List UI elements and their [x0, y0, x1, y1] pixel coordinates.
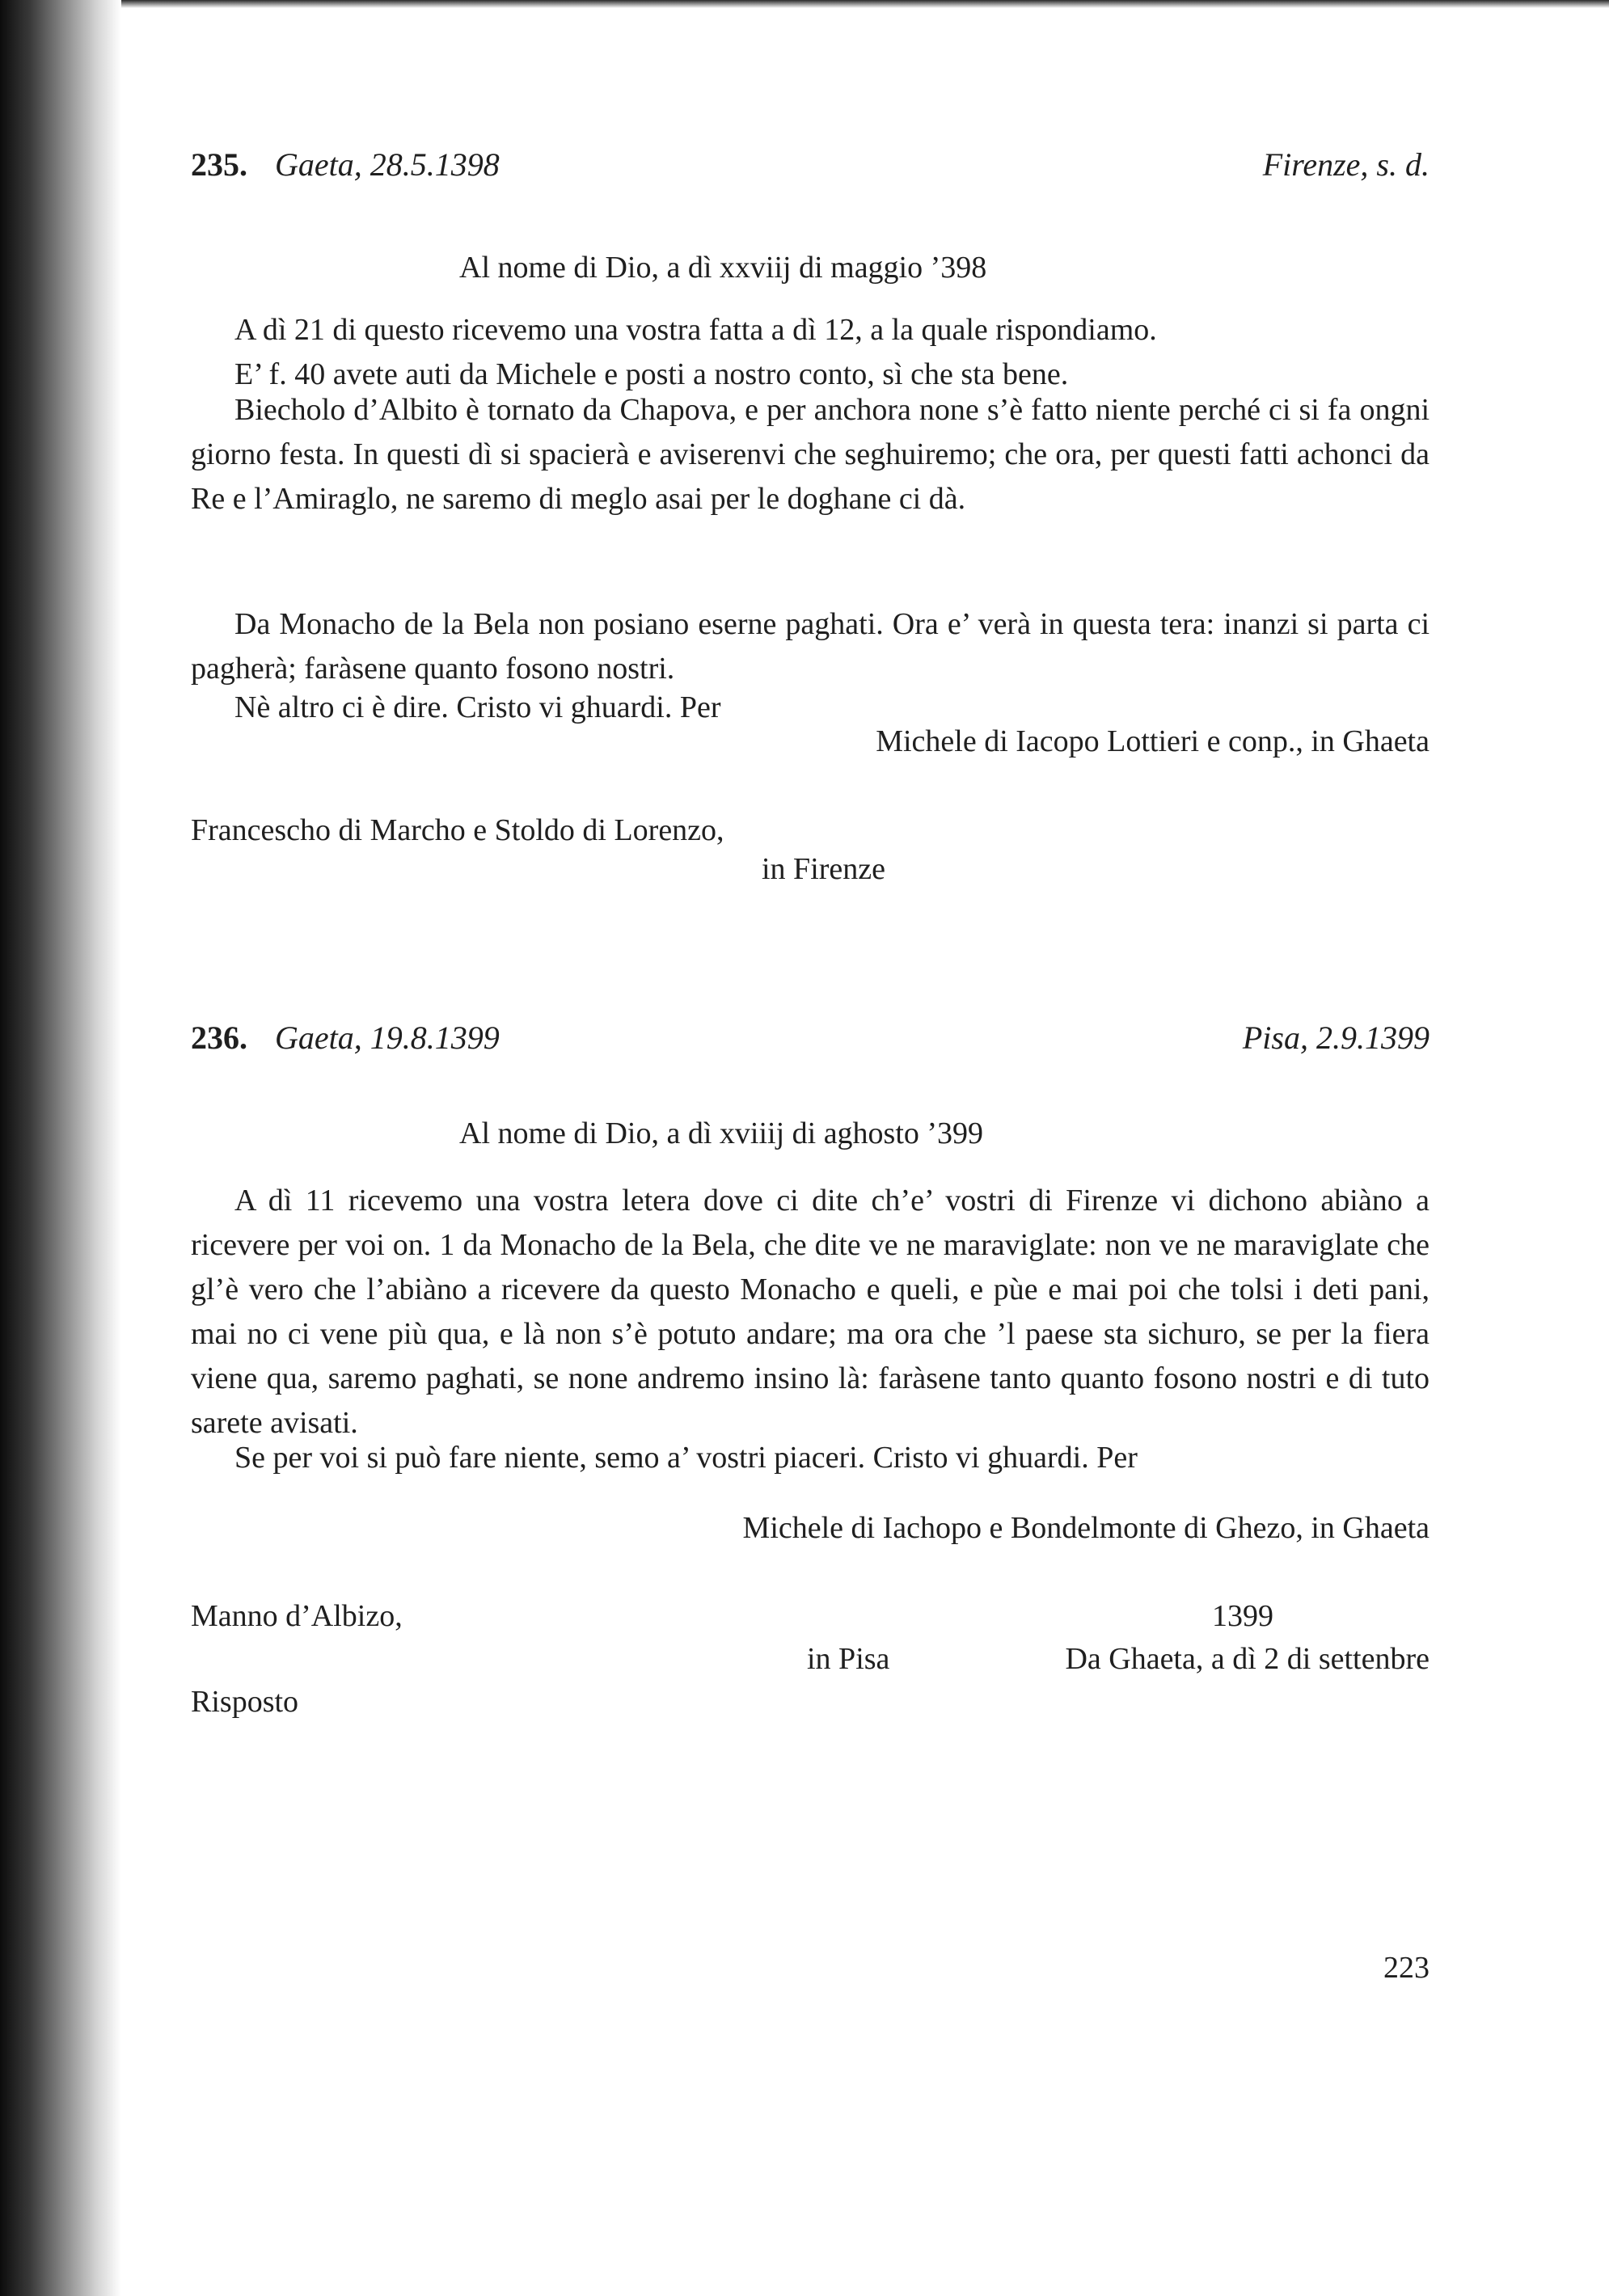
letter-reply-note: Risposto [191, 1685, 299, 1719]
page-number: 223 [1383, 1951, 1430, 1985]
letter-number: 235. [191, 146, 247, 183]
letter-destination: Pisa, 2.9.1399 [1242, 1019, 1430, 1056]
letter-number: 236. [191, 1019, 247, 1056]
letter-paragraph: E’ f. 40 avete auti da Michele e posti a nostro conto, sì che sta bene. [234, 357, 1069, 391]
letter-note-receipt: Da Ghaeta, a dì 2 di settenbre [1065, 1642, 1430, 1676]
letter-destination: Firenze, s. d. [1262, 146, 1430, 183]
book-spine-shadow [0, 0, 121, 2296]
letter-235-header [191, 146, 500, 184]
letter-opening: Al nome di Dio, a dì xviiij di aghosto ’399 [459, 1116, 984, 1150]
letter-paragraph: A dì 11 ricevemo una vostra letera dove ci dite ch’e’ vostri di Firenze vi dichono abiàno a ricevere per voi on. 1 da Monacho de la Bela, che dite ve ne maraviglate: non ve ne maraviglate che gl’è vero che l’abiàno a ricevere da questo Monacho e queli, e pùe e mai poi che tolsi i deti pani, mai no ci vene più qua, e là non s’è potuto andare; ma ora che ’l paese sta sichuro, se per la fiera viene qua, saremo paghati, se none andremo insino là: faràsene tanto quanto fosono nostri e di tuto sarete avisati. [191, 1184, 1430, 1440]
letter-opening: Al nome di Dio, a dì xxviij di maggio ’398 [459, 251, 987, 285]
letter-paragraph: Biecholo d’Albito è tornato da Chapova, e per anchora none s’è fatto niente perché ci si fa ongni giorno festa. In questi dì si spacierà e aviserenvi che seghuiremo; che ora, per questi fatti achonci da Re e l’Amiraglo, ne saremo di meglo asai per le doghane ci dà. [191, 393, 1430, 516]
letter-paragraph: Nè altro ci è dire. Cristo vi ghuardi. Per [234, 690, 721, 724]
letter-signature: Michele di Iacopo Lottieri e conp., in Ghaeta [876, 724, 1430, 758]
letter-origin: Gaeta, 28.5.1398 [275, 146, 500, 183]
letter-address-place: in Firenze [762, 852, 886, 886]
book-page [191, 0, 1430, 2296]
letter-signature: Michele di Iachopo e Bondelmonte di Ghezo, in Ghaeta [742, 1511, 1430, 1545]
letter-address-name: Francescho di Marcho e Stoldo di Lorenzo, [191, 813, 724, 847]
letter-address-place: in Pisa [807, 1642, 890, 1676]
letter-origin: Gaeta, 19.8.1399 [275, 1019, 500, 1056]
letter-address-name: Manno d’Albizo, [191, 1599, 403, 1633]
letter-paragraph: A dì 21 di questo ricevemo una vostra fatta a dì 12, a la quale rispondiamo. [234, 313, 1157, 347]
letter-236-header [191, 1019, 500, 1057]
letter-paragraph: Da Monacho de la Bela non posiano eserne paghati. Ora e’ verà in questa tera: inanzi si parta ci pagherà; faràsene quanto fosono nostri. [191, 607, 1430, 686]
letter-note-year: 1399 [1212, 1599, 1273, 1633]
letter-paragraph: Se per voi si può fare niente, semo a’ vostri piaceri. Cristo vi ghuardi. Per [234, 1441, 1138, 1475]
